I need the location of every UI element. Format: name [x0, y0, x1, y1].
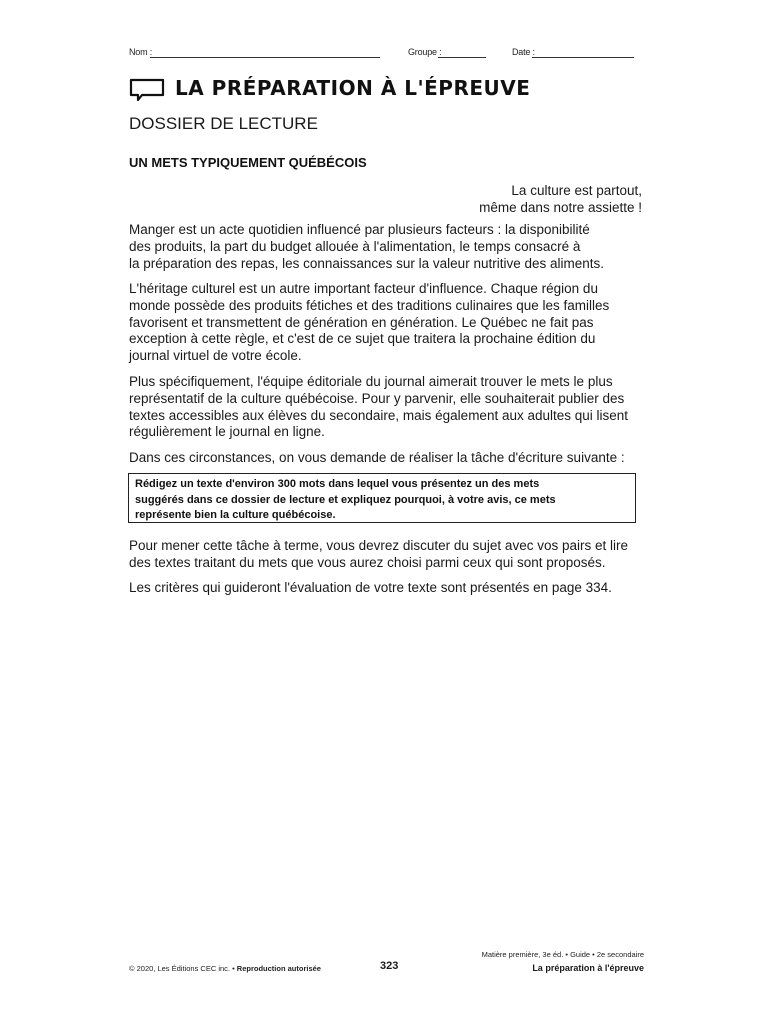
text-line: Dans ces circonstances, on vous demande de réaliser la tâche d'écriture suivante :: [129, 450, 625, 465]
task-line: représente bien la culture québécoise.: [135, 509, 336, 521]
paragraph-5: [129, 538, 628, 572]
reproduction-text: Reproduction autorisée: [236, 964, 321, 973]
text-line: favorisent et transmettent de génération en génération. Le Québec ne fait pas: [129, 314, 594, 330]
paragraph-6: [129, 580, 612, 597]
nom-line: [150, 57, 380, 58]
text-line: textes accessibles aux élèves du secondaire, mais également aux adultes qui lisent: [129, 407, 629, 423]
text-line: régulièrement le journal en ligne.: [129, 424, 325, 440]
task-line: Rédigez un texte d'environ 300 mots dans lequel vous présentez un des mets: [135, 478, 540, 490]
epigraph: [479, 182, 642, 216]
text-line: la préparation des repas, les connaissances sur la valeur nutritive des aliments.: [129, 255, 604, 271]
task-box: [128, 473, 636, 523]
text-line: Manger est un acte quotidien influencé par plusieurs facteurs : la disponibilité: [129, 222, 590, 237]
paragraph-2: [129, 281, 609, 365]
groupe-line: [438, 57, 486, 58]
paragraph-3: [129, 374, 628, 441]
text-line: exception à cette règle, et c'est de ce sujet que traitera la prochaine édition du: [129, 331, 596, 347]
paragraph-1: [129, 222, 604, 272]
text-line: Les critères qui guideront l'évaluation de votre texte sont présentés en page 334.: [129, 580, 612, 595]
text-line: journal virtuel de votre école.: [129, 348, 302, 364]
page-title: LA PRÉPARATION À L'ÉPREUVE: [175, 76, 531, 100]
section-title: UN METS TYPIQUEMENT QUÉBÉCOIS: [129, 155, 367, 170]
text-line: des produits, la part du budget allouée à l'alimentation, le temps consacré à: [129, 238, 581, 254]
footer-copyright: [129, 964, 321, 973]
speech-bubble-icon: [129, 78, 165, 102]
text-line: représentatif de la culture québécoise. Pour y parvenir, elle souhaiterait publier des: [129, 390, 625, 406]
text-line: Pour mener cette tâche à terme, vous devrez discuter du sujet avec vos pairs et lire: [129, 538, 628, 553]
footer-series: Matière première, 3e éd. • Guide • 2e secondaire: [481, 950, 644, 959]
copyright-text: © 2020, Les Éditions CEC inc. •: [129, 964, 235, 973]
text-line: monde possède des produits fétiches et des traditions culinaires que les familles: [129, 297, 610, 313]
page-number: 323: [380, 960, 399, 972]
nom-label: Nom :: [129, 47, 153, 57]
epigraph-line: La culture est partout,: [511, 183, 642, 198]
subtitle: DOSSIER DE LECTURE: [129, 114, 318, 133]
text-line: Plus spécifiquement, l'équipe éditoriale du journal aimerait trouver le mets le plus: [129, 374, 613, 389]
text-line: des textes traitant du mets que vous aurez choisi parmi ceux qui sont proposés.: [129, 554, 606, 570]
groupe-label: Groupe :: [408, 47, 442, 57]
date-label: Date :: [512, 47, 535, 57]
date-line: [532, 57, 634, 58]
epigraph-line: même dans notre assiette !: [479, 200, 642, 215]
text-line: L'héritage culturel est un autre important facteur d'influence. Chaque région du: [129, 281, 598, 296]
footer-section: La préparation à l'épreuve: [532, 963, 644, 973]
paragraph-4: [129, 450, 625, 467]
task-line: suggérés dans ce dossier de lecture et expliquez pourquoi, à votre avis, ce mets: [135, 493, 556, 506]
